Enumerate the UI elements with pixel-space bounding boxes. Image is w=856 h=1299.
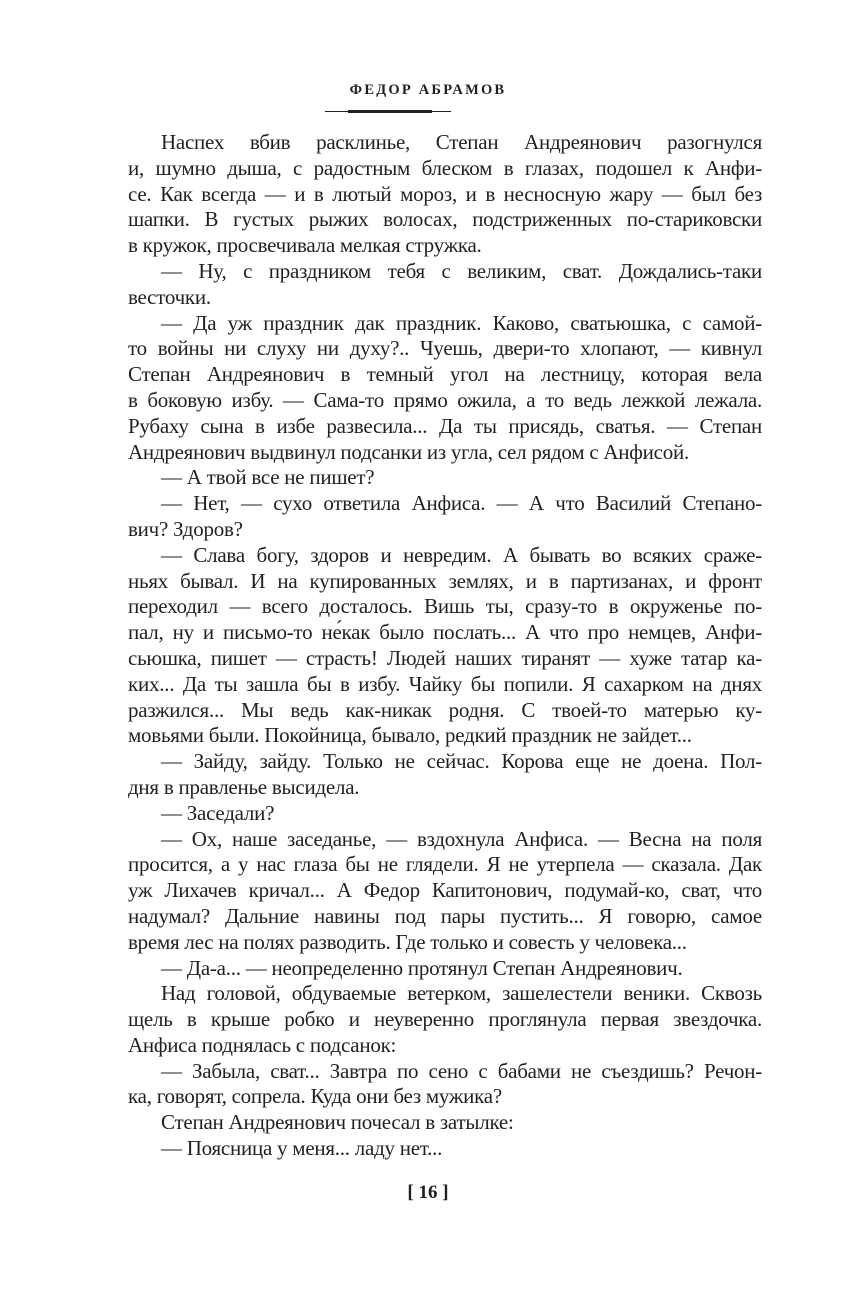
text-line: ких... Да ты зашла бы в избу. Чайку бы попили. Я сахарком на днях — [128, 671, 762, 696]
text-line: — Поясница у меня... ладу нет... — [161, 1136, 443, 1161]
text-line: то войны ни слуху ни духу?.. Чуешь, двери-то хлопают, — кивнул — [128, 336, 762, 361]
text-line: пал, ну и письмо-то не́как было послать... А что про немцев, Анфи- — [128, 620, 762, 645]
text-line: Степан Андреянович почесал в затылке: — [161, 1110, 514, 1135]
text-line: просится, а у нас глаза бы не глядели. Я не утерпела — сказала. Дак — [128, 852, 762, 877]
text-line: — Ох, наше заседанье, — вздохнула Анфиса. — Весна на поля — [161, 826, 762, 851]
text-line: весточки. — [128, 284, 211, 309]
header-rule-accent — [348, 110, 432, 113]
text-line: сьюшка, пишет — страсть! Людей наших тиранят — хуже татар ка- — [128, 645, 762, 670]
text-line: — А твой все не пишет? — [161, 465, 375, 490]
text-line: вич? Здоров? — [128, 516, 243, 541]
text-line: Степан Андреянович в темный угол на лестницу, которая вела — [128, 362, 762, 387]
text-line: в боковую избу. — Сама-то прямо ожила, а то ведь лежкой лежала. — [128, 387, 762, 412]
text-line: — Нет, — сухо ответила Анфиса. — А что Василий Степано- — [161, 491, 762, 516]
text-line: се. Как всегда — и в лютый мороз, и в несносную жару — был без — [128, 181, 762, 206]
running-header: ФЕДОР АБРАМОВ — [349, 82, 507, 98]
text-line: Над головой, обдуваемые ветерком, зашелестели веники. Сквозь — [161, 981, 762, 1006]
text-line: — Да уж праздник дак праздник. Каково, сватьюшка, с самой- — [161, 310, 762, 335]
text-line: — Заседали? — [161, 800, 275, 825]
text-line: — Да-а... — неопределенно протянул Степан Андреянович. — [161, 955, 683, 980]
text-line: Анфиса поднялась с подсанок: — [128, 1032, 397, 1057]
text-line: в кружок, просвечивала мелкая стружка. — [128, 233, 482, 258]
body-text — [128, 130, 762, 1162]
text-line: — Слава богу, здоров и невредим. А бывать во всяких сраже- — [161, 542, 762, 567]
text-line: ка, говорят, сопрела. Куда они без мужика? — [128, 1084, 502, 1109]
text-line: шапки. В густых рыжих волосах, подстриженных по-стариковски — [128, 207, 762, 232]
text-line: Наспех вбив расклинье, Степан Андреянович разогнулся — [161, 130, 762, 154]
text-line: переходил — всего досталось. Вишь ты, сразу-то в окруженье по- — [128, 594, 762, 619]
text-line: — Забыла, сват... Завтра по сено с бабами не съездишь? Речон- — [161, 1058, 762, 1083]
text-line: — Зайду, зайду. Только не сейчас. Корова еще не доена. Пол- — [161, 749, 762, 774]
text-line: уж Лихачев кричал... А Федор Капитонович, подумай-ко, сват, что — [128, 878, 762, 903]
text-line: ньях бывал. И на купированных землях, и в партизанах, и фронт — [128, 568, 762, 593]
text-line: дня в правленье высидела. — [128, 774, 360, 799]
text-line: время лес на полях разводить. Где только и совесть у человека... — [128, 929, 687, 954]
text-line: и, шумно дыша, с радостным блеском в глазах, подошел к Анфи- — [128, 155, 762, 180]
text-line: мовьями были. Покойница, бывало, редкий праздник не зайдет... — [128, 723, 692, 748]
text-line: разжился... Мы ведь как-никак родня. С твоей-то матерью ку- — [128, 697, 762, 722]
text-line: щель в крыше робко и неуверенно проглянула первая звездочка. — [128, 1007, 762, 1032]
page-number: [ 16 ] — [407, 1182, 449, 1203]
text-line: надумал? Дальние навины под пары пустить... Я говорю, самое — [128, 903, 762, 928]
text-line: Рубаху сына в избе развесила... Да ты присядь, сватья. — Степан — [128, 413, 762, 438]
text-line: — Ну, с праздником тебя с великим, сват. Дождались-таки — [161, 258, 762, 283]
text-line: Андреянович выдвинул подсанки из угла, сел рядом с Анфисой. — [128, 439, 689, 464]
